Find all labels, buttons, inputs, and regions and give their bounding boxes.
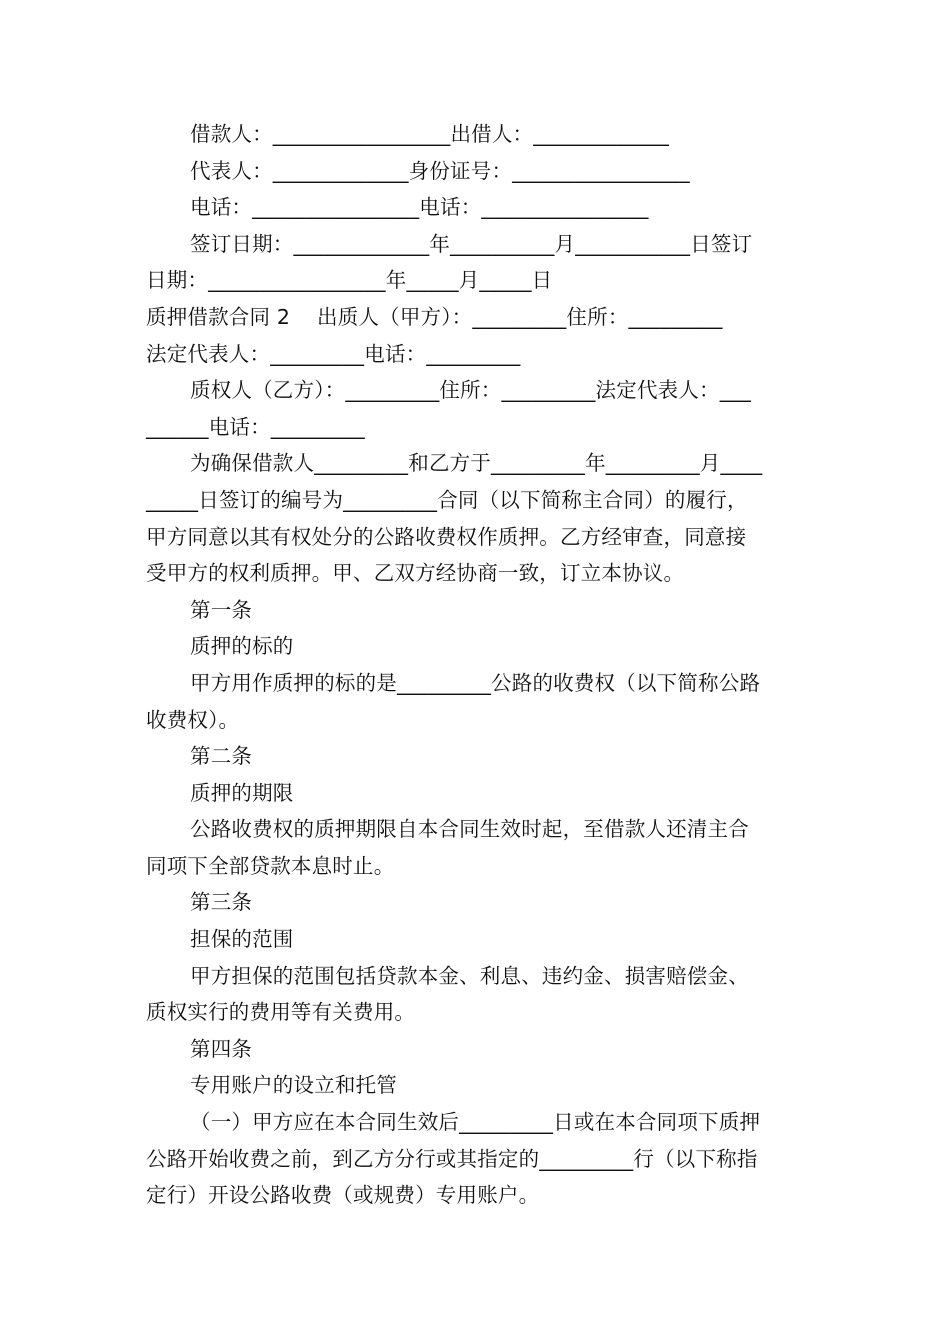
text-line: ______电话：_________ — [146, 414, 365, 439]
paragraph-line: 为确保借款人_________和乙方于_________年_________月____ — [190, 451, 763, 476]
paragraph-line: _____日签订的编号为_________合同（以下简称主合同）的履行， — [146, 487, 748, 512]
contract-title-line: 质押借款合同 2 出质人（甲方）：_________住所：_________ — [146, 304, 723, 329]
text-line: 电话：________________电话：________________ — [190, 195, 649, 220]
paragraph-line: 定行）开设公路收费（或规费）专用账户。 — [146, 1183, 540, 1208]
paragraph-line: 甲方担保的范围包括贷款本金、利息、违约金、损害赔偿金、 — [190, 963, 749, 988]
text-line: 质权人（乙方）：_________住所：_________法定代表人：___ — [190, 378, 752, 403]
article-heading: 第四条 — [190, 1036, 253, 1061]
paragraph-line: 收费权）。 — [146, 707, 240, 732]
article-title: 质押的期限 — [190, 780, 294, 805]
paragraph-line: 甲方同意以其有权处分的公路收费权作质押。乙方经审查，同意接 — [146, 524, 747, 549]
text-line: 代表人：_____________身份证号：_________________ — [190, 158, 690, 183]
paragraph-line: 甲方用作质押的标的是_________公路的收费权（以下简称公路 — [190, 670, 761, 695]
text-line: 借款人：_________________出借人：_____________ — [190, 122, 670, 146]
article-title: 担保的范围 — [190, 927, 294, 952]
paragraph-line: 受甲方的权利质押。甲、乙双方经协商一致，订立本协议。 — [146, 561, 685, 586]
text-line: 法定代表人：_________电话：_________ — [146, 341, 521, 366]
article-heading: 第二条 — [190, 744, 253, 769]
article-title: 质押的标的 — [190, 634, 294, 659]
document-page — [146, 116, 808, 1214]
paragraph-line: 同项下全部贷款本息时止。 — [146, 853, 395, 878]
paragraph-line: 公路收费权的质押期限自本合同生效时起，至借款人还清主合 — [190, 817, 749, 842]
paragraph-line: 质权实行的费用等有关费用。 — [146, 1000, 416, 1025]
paragraph-line: 公路开始收费之前，到乙方分行或其指定的_________行（以下称指 — [146, 1146, 758, 1171]
text-line: 签订日期：_____________年__________月___________日签订 — [190, 231, 753, 256]
article-heading: 第一条 — [190, 597, 253, 622]
text-line: 日期：_________________年_____月_____日 — [146, 268, 553, 293]
paragraph-line: （一）甲方应在本合同生效后_________日或在本合同项下质押 — [190, 1110, 761, 1135]
article-heading: 第三条 — [190, 890, 253, 915]
article-title: 专用账户的设立和托管 — [190, 1073, 397, 1098]
